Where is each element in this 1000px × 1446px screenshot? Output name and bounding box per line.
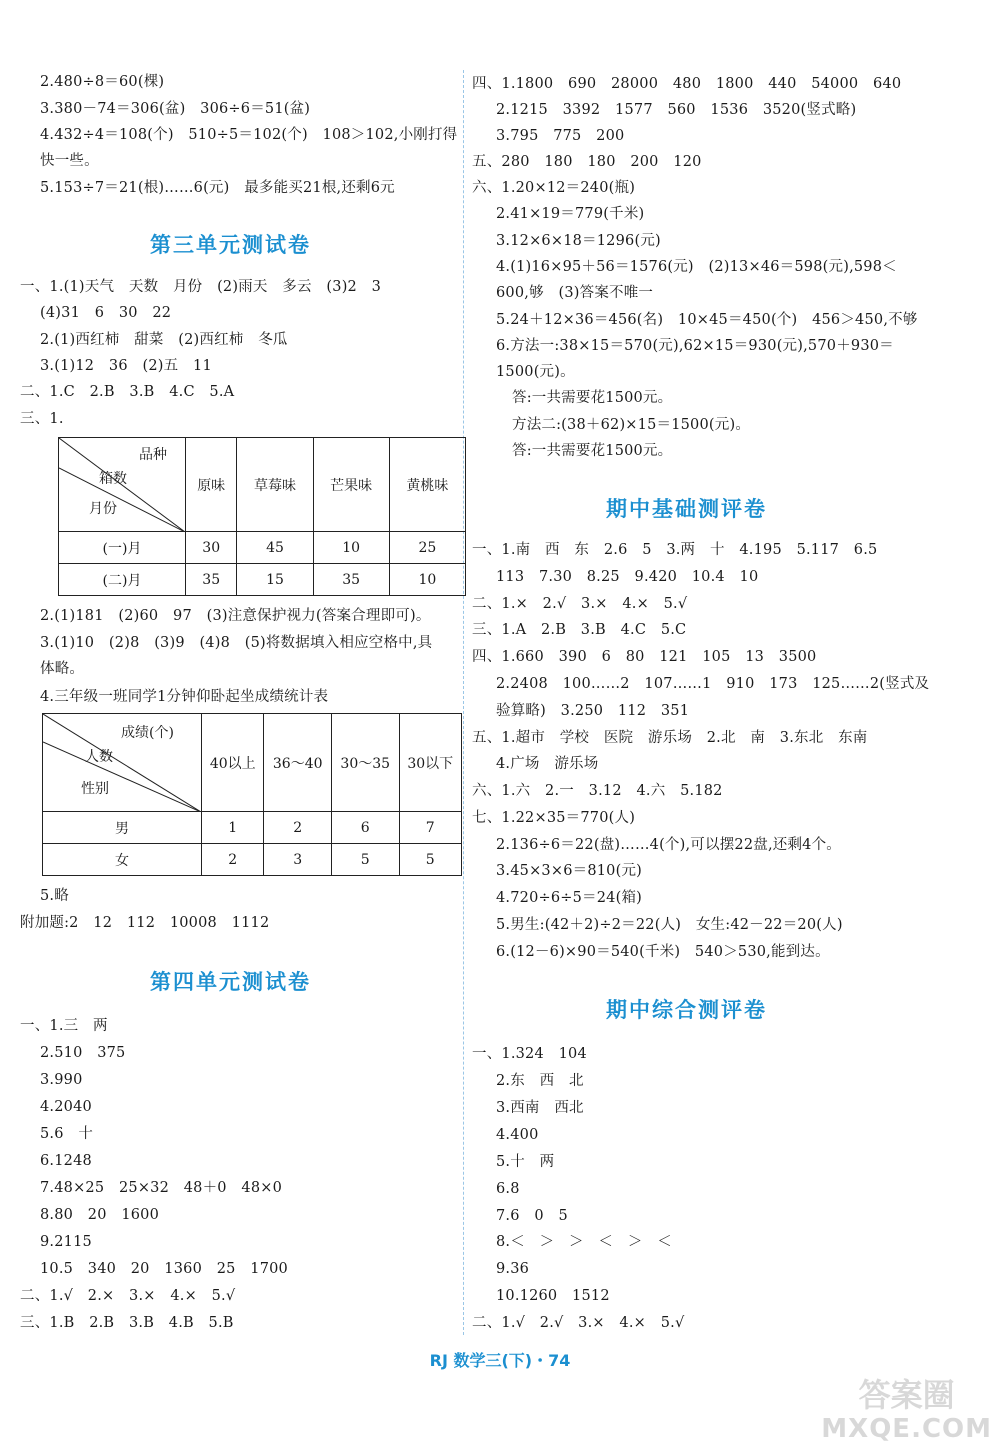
cell: 1 bbox=[202, 812, 264, 844]
cell: 5 bbox=[331, 844, 399, 876]
column-header: 36～40 bbox=[264, 714, 332, 812]
diag-label: 性别 bbox=[81, 781, 109, 797]
cell: 6 bbox=[331, 812, 399, 844]
midterm-basic-title: 期中基础测评卷 bbox=[606, 497, 767, 521]
cell: 3 bbox=[264, 844, 332, 876]
table-row bbox=[43, 844, 462, 876]
answer-line: 四、1.1800 690 28000 480 1800 440 54000 640 bbox=[472, 76, 902, 92]
answer-line: 2.东 西 北 bbox=[496, 1073, 584, 1089]
page-footer: RJ 数学三(下)・74 bbox=[429, 1351, 571, 1370]
diagonal-header-cell bbox=[43, 714, 202, 812]
answer-line: 3.西南 西北 bbox=[496, 1100, 584, 1116]
answer-line: 2.1215 3392 1577 560 1536 3520(竖式略) bbox=[496, 102, 857, 118]
row-label: (二)月 bbox=[59, 564, 186, 596]
watermark-logo bbox=[821, 1378, 992, 1446]
answer-line: 5.24＋12×36＝456(名) 10×45＝450(个) 456＞450,不够 bbox=[496, 312, 918, 328]
answer-line: 六、1.六 2.一 3.12 4.六 5.182 bbox=[472, 783, 723, 799]
cell: 5 bbox=[399, 844, 461, 876]
cell: 25 bbox=[389, 532, 465, 564]
answer-line: 7.6 0 5 bbox=[496, 1208, 568, 1224]
column-header: 黄桃味 bbox=[389, 438, 465, 532]
unit3-title: 第三单元测试卷 bbox=[150, 233, 311, 257]
answer-line: 4.(1)16×95＋56＝1576(元) (2)13×46＝598(元),598＜ bbox=[496, 259, 897, 275]
column-header: 芒果味 bbox=[313, 438, 389, 532]
diag-label: 人数 bbox=[85, 749, 113, 765]
answer-line: 5.略 bbox=[40, 888, 69, 904]
cell: 35 bbox=[313, 564, 389, 596]
column-header: 原味 bbox=[186, 438, 237, 532]
midterm-comp-title: 期中综合测评卷 bbox=[606, 998, 767, 1022]
answer-line: 答:一共需要花1500元。 bbox=[512, 443, 673, 459]
answer-line: 9.2115 bbox=[40, 1234, 92, 1250]
answer-line: 方法二:(38＋62)×15＝1500(元)。 bbox=[512, 417, 751, 433]
answer-line: 一、1.324 104 bbox=[472, 1046, 587, 1062]
diagonal-header-cell bbox=[59, 438, 186, 532]
answer-line: 7.48×25 25×32 48＋0 48×0 bbox=[40, 1180, 283, 1196]
row-label: 女 bbox=[43, 844, 202, 876]
answer-line: 113 7.30 8.25 9.420 10.4 10 bbox=[496, 569, 759, 585]
answer-line: 4.432÷4＝108(个) 510÷5＝102(个) 108＞102,小刚打得 bbox=[40, 127, 458, 143]
table-row bbox=[59, 532, 466, 564]
answer-line: 3.45×3×6＝810(元) bbox=[496, 863, 643, 879]
answer-line: 快一些。 bbox=[40, 153, 99, 169]
answer-line: 2.480÷8＝60(棵) bbox=[40, 74, 165, 90]
answer-line: 三、1.A 2.B 3.B 4.C 5.C bbox=[472, 622, 687, 638]
answer-line: 600,够 (3)答案不唯一 bbox=[496, 285, 654, 301]
column-divider bbox=[463, 70, 464, 1335]
answer-line: 一、1.三 两 bbox=[20, 1018, 108, 1034]
diag-label: 月份 bbox=[89, 501, 117, 517]
answer-line: 一、1.(1)天气 天数 月份 (2)雨天 多云 (3)2 3 bbox=[20, 279, 382, 295]
answer-line: 8.80 20 1600 bbox=[40, 1207, 160, 1223]
answer-line: 6.方法一:38×15＝570(元),62×15＝930(元),570＋930＝ bbox=[496, 338, 894, 354]
answer-line: 5.十 两 bbox=[496, 1154, 555, 1170]
answer-line: 二、1.√ 2.× 3.× 4.× 5.√ bbox=[20, 1288, 236, 1304]
answer-line: 4.400 bbox=[496, 1127, 539, 1143]
answer-line: 2.136÷6＝22(盘)……4(个),可以摆22盘,还剩4个。 bbox=[496, 837, 841, 853]
watermark-url: MXQE.COM bbox=[821, 1414, 992, 1444]
cell: 15 bbox=[237, 564, 313, 596]
answer-line: 3.12×6×18＝1296(元) bbox=[496, 233, 661, 249]
answer-line: 三、1. bbox=[20, 411, 64, 427]
answer-line: 4.2040 bbox=[40, 1099, 92, 1115]
column-header: 30～35 bbox=[331, 714, 399, 812]
answer-line: 9.36 bbox=[496, 1261, 530, 1277]
answer-line: 二、1.× 2.√ 3.× 4.× 5.√ bbox=[472, 596, 688, 612]
row-label: 男 bbox=[43, 812, 202, 844]
row-label: (一)月 bbox=[59, 532, 186, 564]
answer-line: 6.8 bbox=[496, 1181, 520, 1197]
cell: 10 bbox=[313, 532, 389, 564]
answer-line: 2.41×19＝779(千米) bbox=[496, 206, 645, 222]
answer-line: 答:一共需要花1500元。 bbox=[512, 390, 673, 406]
unit4-title: 第四单元测试卷 bbox=[150, 970, 311, 994]
answer-line: 六、1.20×12＝240(瓶) bbox=[472, 180, 636, 196]
answer-line: 4.720÷6÷5＝24(箱) bbox=[496, 890, 643, 906]
answer-line: 五、280 180 180 200 120 bbox=[472, 154, 702, 170]
diag-label: 箱数 bbox=[99, 471, 127, 487]
answer-line: 2.(1)181 (2)60 97 (3)注意保护视力(答案合理即可)。 bbox=[40, 608, 431, 624]
cell: 7 bbox=[399, 812, 461, 844]
cell: 30 bbox=[186, 532, 237, 564]
cell: 35 bbox=[186, 564, 237, 596]
table-situps bbox=[42, 713, 462, 876]
column-header: 草莓味 bbox=[237, 438, 313, 532]
watermark-text: 答案圈 bbox=[858, 1376, 955, 1414]
cell: 2 bbox=[264, 812, 332, 844]
cell: 2 bbox=[202, 844, 264, 876]
column-header: 40以上 bbox=[202, 714, 264, 812]
cell: 45 bbox=[237, 532, 313, 564]
answer-line: 10.5 340 20 1360 25 1700 bbox=[40, 1261, 288, 1277]
answer-line: 4.三年级一班同学1分钟仰卧起坐成绩统计表 bbox=[40, 689, 329, 705]
answer-line: 3.795 775 200 bbox=[496, 128, 625, 144]
answer-line: 8.＜ ＞ ＞ ＜ ＞ ＜ bbox=[496, 1234, 672, 1250]
answer-line: 2.510 375 bbox=[40, 1045, 126, 1061]
answer-line: 附加题:2 12 112 10008 1112 bbox=[20, 915, 270, 931]
answer-line: 七、1.22×35＝770(人) bbox=[472, 810, 636, 826]
answer-line: 三、1.B 2.B 3.B 4.B 5.B bbox=[20, 1315, 234, 1331]
answer-line: 3.990 bbox=[40, 1072, 83, 1088]
column-header: 30以下 bbox=[399, 714, 461, 812]
cell: 10 bbox=[389, 564, 465, 596]
answer-line: 体略。 bbox=[40, 661, 85, 677]
answer-line: 二、1.C 2.B 3.B 4.C 5.A bbox=[20, 384, 235, 400]
answer-line: 一、1.南 西 东 2.6 5 3.两 十 4.195 5.117 6.5 bbox=[472, 542, 878, 558]
answer-line: 2.(1)西红柿 甜菜 (2)西红柿 冬瓜 bbox=[40, 332, 288, 348]
answer-line: 2.2408 100……2 107……1 910 173 125……2(竖式及 bbox=[496, 676, 930, 692]
answer-line: 5.153÷7＝21(根)……6(元) 最多能买21根,还剩6元 bbox=[40, 180, 395, 196]
answer-line: 四、1.660 390 6 80 121 105 13 3500 bbox=[472, 649, 817, 665]
table-monthly-sales bbox=[58, 437, 466, 596]
table-row bbox=[59, 564, 466, 596]
answer-line: 5.男生:(42＋2)÷2＝22(人) 女生:42－22＝20(人) bbox=[496, 917, 843, 933]
answer-line: 6.1248 bbox=[40, 1153, 92, 1169]
answer-line: 二、1.√ 2.√ 3.× 4.× 5.√ bbox=[472, 1315, 685, 1331]
answer-line: 3.(1)10 (2)8 (3)9 (4)8 (5)将数据填入相应空格中,具 bbox=[40, 635, 433, 651]
answer-line: 验算略) 3.250 112 351 bbox=[496, 703, 690, 719]
answer-line: (4)31 6 30 22 bbox=[40, 305, 172, 321]
diag-label: 品种 bbox=[139, 447, 167, 463]
table-row bbox=[43, 812, 462, 844]
answer-line: 6.(12－6)×90＝540(千米) 540＞530,能到达。 bbox=[496, 944, 830, 960]
answer-line: 1500(元)。 bbox=[496, 364, 575, 380]
answer-line: 5.6 十 bbox=[40, 1126, 94, 1142]
answer-line: 10.1260 1512 bbox=[496, 1288, 610, 1304]
answer-line: 3.(1)12 36 (2)五 11 bbox=[40, 358, 212, 374]
diag-label: 成绩(个) bbox=[121, 725, 174, 741]
answer-line: 4.广场 游乐场 bbox=[496, 756, 599, 772]
answer-line: 五、1.超市 学校 医院 游乐场 2.北 南 3.东北 东南 bbox=[472, 730, 868, 746]
answer-line: 3.380－74＝306(盆) 306÷6＝51(盆) bbox=[40, 101, 311, 117]
